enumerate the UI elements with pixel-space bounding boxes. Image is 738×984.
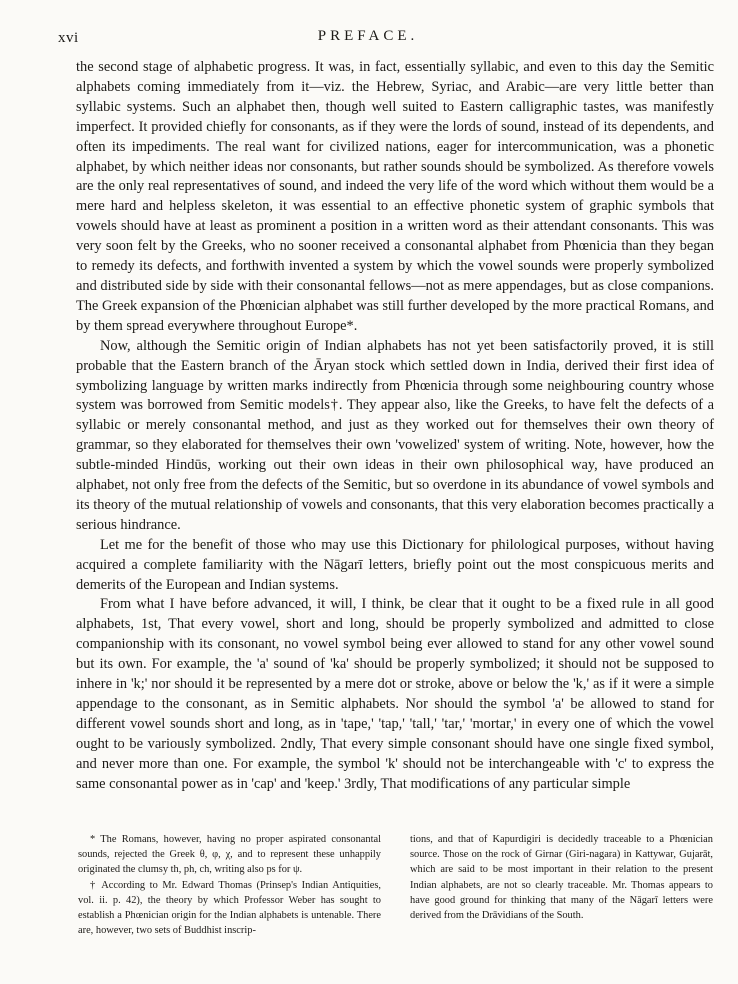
page-number: xvi xyxy=(58,30,79,46)
page-header xyxy=(58,28,678,50)
paragraph-4: From what I have before advanced, it will, I think, be clear that it ought to be a fixed rule in all good alphabets, 1st, That every vowel, short and long, should be properly symbolized and admitted to close companionship with its consonant, no vowel symbol being ever allowed to stand for any other vowel sound but its own. For example, the 'a' sound of 'ka' should be properly symbolized; it should not be supposed to inhere in 'k;' nor should it be represented by a mere dot or stroke, above or below the 'k,' as if it were a simple appendage to the consonant, as in Semitic alphabets. Nor should the symbol 'a' be allowed to stand for different vowel sounds short and long, as in 'tape,' 'tap,' 'tall,' 'tar,' 'mortar,' in every one of which the vowel ought to be variously symbolized. 2ndly, That every simple consonant should have one single fixed symbol, and never more than one. For example, the symbol 'k' should not be interchangeable with 'c' to express the same consonantal power as in 'cap' and 'keep.' 3rdly, That modifications of any particular simple xyxy=(76,596,714,792)
body-text xyxy=(76,58,714,795)
footnote-star: * The Romans, however, having no proper aspirated consonantal sounds, rejected the Greek θ, φ, χ, and to represent these unhappily originated the clumsy th, ph, ch, writing also ps for ψ. xyxy=(78,834,381,876)
footnote-column-left xyxy=(78,832,381,938)
footnote-dagger-continued: tions, and that of Kapurdigiri is decidedly traceable to a Phœnician source. Those on the rock of Girnar (Giri-nagara) in Kattywar, Gujarāt, which are said to be most important in their relation to the present Indian alphabets, are not so clearly traceable. Mr. Thomas appears to have good ground for thinking that many of the Nāgarī letters were derived from the Drāvidians of the South. xyxy=(410,834,713,922)
paragraph-2: Now, although the Semitic origin of Indian alphabets has not yet been satisfactorily proved, it is still probable that the Eastern branch of the Āryan stock which settled down in India, derived their first idea of symbolizing language by written marks indirectly from Phœnicia through some neighbouring country whose system was borrowed from Semitic models†. They appear also, like the Greeks, to have felt the defects of a syllabic or merely consonantal method, and just as they worked out for themselves their own theory of grammar, so they elaborated for themselves their own 'vowelized' system of writing. Note, however, how the subtle-minded Hindūs, working out their own ideas in their own philosophical way, have produced an alphabet, not only free from the defects of the Semitic, but so overdone in its abundance of vowel symbols and its theory of the mutual relationship of vowels and consonants, that this very elaboration becomes practically a serious hindrance. xyxy=(76,337,714,533)
footnote-column-right xyxy=(410,832,713,938)
paragraph-3: Let me for the benefit of those who may use this Dictionary for philological purposes, without having acquired a complete familiarity with the Nāgarī letters, briefly point out the most conspicuous merits and demerits of the European and Indian systems. xyxy=(76,536,714,593)
footnote-dagger: † According to Mr. Edward Thomas (Prinsep's Indian Antiquities, vol. ii. p. 42), the theory by which Professor Weber has sought to establish a Phœnician origin for the Indian alphabets is untenable. There are, however, two sets of Buddhist inscrip- xyxy=(78,879,381,937)
paragraph-1: the second stage of alphabetic progress. It was, in fact, essentially syllabic, and even to this day the Semitic alphabets coming immediately from it—viz. the Hebrew, Syriac, and Arabic—are very little better than syllabic systems. Such an alphabet then, though well suited to Eastern calligraphic tastes, was manifestly imperfect. It provided chiefly for consonants, as if they were the lords of sound, instead of its dependents, and often its impediments. The real want for civilized nations, eager for intercommunication, was a phonetic alphabet, by which neither ideas nor consonants, but rather sounds should be symbolized. As therefore vowels are the only real representatives of sound, and indeed the very life of the word which without them would be a mere hard and helpless skeleton, it was essential to an effective phonetic system of graphic symbols that vowels should have at least as prominent a position in a written word as their attendant consonants. This was very soon felt by the Greeks, who no sooner received a consonantal alphabet from Phœnicia than they began to remedy its defects, and forthwith invented a system by which the vowel sounds were properly symbolized and distributed side by side with their consonantal fellows—not as mere appendages, but as close companions. The Greek expansion of the Phœnician alphabet was still further developed by the more practical Romans, and by them spread everywhere throughout Europe*. xyxy=(76,59,714,334)
running-title: PREFACE. xyxy=(317,28,419,44)
footnotes xyxy=(78,832,713,938)
